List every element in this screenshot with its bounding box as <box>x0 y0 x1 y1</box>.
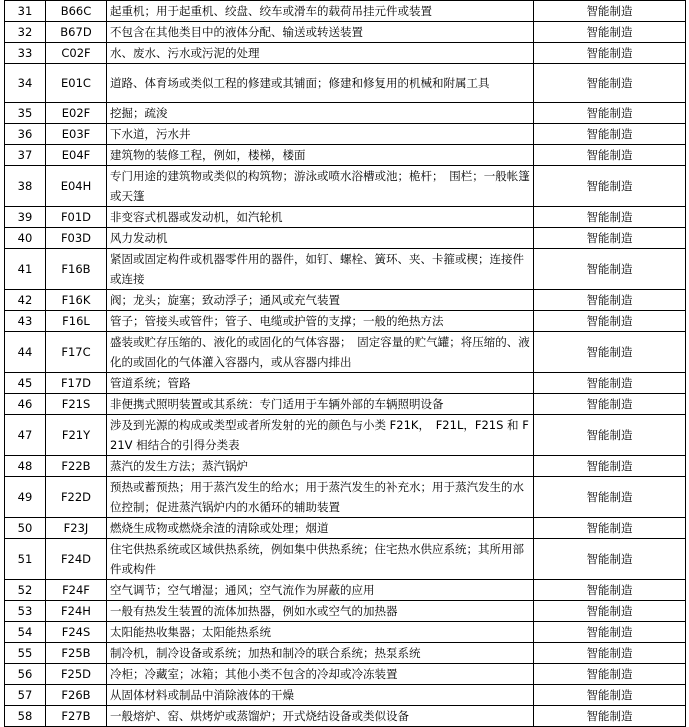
ipc-code-cell: F24H <box>46 601 107 622</box>
table-row <box>5 43 686 64</box>
ipc-code-cell: C02F <box>46 43 107 64</box>
ipc-code-cell: F26B <box>46 685 107 706</box>
category-cell: 智能制造 <box>534 228 686 249</box>
row-number-cell: 45 <box>5 373 46 394</box>
category-cell: 智能制造 <box>534 539 686 580</box>
row-number-cell: 31 <box>5 1 46 22</box>
row-number-cell: 57 <box>5 685 46 706</box>
table-row <box>5 249 686 290</box>
description-cell: 蒸汽的发生方法；蒸汽锅炉 <box>107 456 534 477</box>
table-row <box>5 477 686 518</box>
category-cell: 智能制造 <box>534 1 686 22</box>
description-cell: 管子；管接头或管件；管子、电缆或护管的支撑；一般的绝热方法 <box>107 311 534 332</box>
row-number-cell: 39 <box>5 207 46 228</box>
category-cell: 智能制造 <box>534 207 686 228</box>
category-cell: 智能制造 <box>534 643 686 664</box>
description-cell: 起重机；用于起重机、绞盘、绞车或滑车的载荷吊挂元件或装置 <box>107 1 534 22</box>
ipc-code-cell: E04F <box>46 145 107 166</box>
ipc-code-cell: E04H <box>46 166 107 207</box>
category-cell: 智能制造 <box>534 124 686 145</box>
table-row <box>5 601 686 622</box>
description-cell: 挖掘；疏浚 <box>107 103 534 124</box>
table-row <box>5 415 686 456</box>
category-cell: 智能制造 <box>534 477 686 518</box>
table-row <box>5 332 686 373</box>
ipc-code-cell: F01D <box>46 207 107 228</box>
ipc-code-cell: F16B <box>46 249 107 290</box>
row-number-cell: 53 <box>5 601 46 622</box>
ipc-code-cell: E03F <box>46 124 107 145</box>
ipc-code-cell: F24D <box>46 539 107 580</box>
row-number-cell: 32 <box>5 22 46 43</box>
category-cell: 智能制造 <box>534 373 686 394</box>
classification-table <box>4 0 686 727</box>
description-cell: 冷柜；冷藏室；冰箱；其他小类不包含的冷却或冷冻装置 <box>107 664 534 685</box>
category-cell: 智能制造 <box>534 456 686 477</box>
ipc-code-cell: F16K <box>46 290 107 311</box>
description-cell: 盛装或贮存压缩的、液化的或固化的气体容器； 固定容量的贮气罐；将压缩的、液化的或固化的气体灌入容器内，或从容器内排出 <box>107 332 534 373</box>
row-number-cell: 55 <box>5 643 46 664</box>
description-cell: 阀；龙头；旋塞；致动浮子；通风或充气装置 <box>107 290 534 311</box>
description-cell: 非变容式机器或发动机，如汽轮机 <box>107 207 534 228</box>
table-row <box>5 124 686 145</box>
description-cell: 预热或蓄预热；用于蒸汽发生的给水；用于蒸汽发生的补充水；用于蒸汽发生的水位控制；促进蒸汽锅炉内的水循环的辅助装置 <box>107 477 534 518</box>
category-cell: 智能制造 <box>534 22 686 43</box>
category-cell: 智能制造 <box>534 706 686 727</box>
description-cell: 一般有热发生装置的流体加热器，例如水或空气的加热器 <box>107 601 534 622</box>
ipc-code-cell: F21Y <box>46 415 107 456</box>
row-number-cell: 51 <box>5 539 46 580</box>
row-number-cell: 56 <box>5 664 46 685</box>
table-row <box>5 373 686 394</box>
row-number-cell: 44 <box>5 332 46 373</box>
description-cell: 太阳能热收集器；太阳能热系统 <box>107 622 534 643</box>
ipc-code-cell: B67D <box>46 22 107 43</box>
description-cell: 建筑物的装修工程，例如，楼梯，楼面 <box>107 145 534 166</box>
ipc-code-cell: F24F <box>46 580 107 601</box>
ipc-code-cell: F25D <box>46 664 107 685</box>
ipc-code-cell: E01C <box>46 64 107 103</box>
table-row <box>5 290 686 311</box>
description-cell: 制冷机，制冷设备或系统；加热和制冷的联合系统；热泵系统 <box>107 643 534 664</box>
description-cell: 空气调节；空气增湿；通风；空气流作为屏蔽的应用 <box>107 580 534 601</box>
table-row <box>5 622 686 643</box>
row-number-cell: 38 <box>5 166 46 207</box>
category-cell: 智能制造 <box>534 103 686 124</box>
description-cell: 涉及到光源的构成或类型或者所发射的光的颜色与小类 F21K， F21L，F21S 和 F21V 相结合的引得分类表 <box>107 415 534 456</box>
category-cell: 智能制造 <box>534 601 686 622</box>
row-number-cell: 47 <box>5 415 46 456</box>
row-number-cell: 42 <box>5 290 46 311</box>
description-cell: 紧固或固定构件或机器零件用的器件，如钉、螺栓、簧环、夹、卡箍或楔；连接件或连接 <box>107 249 534 290</box>
row-number-cell: 34 <box>5 64 46 103</box>
table-row <box>5 580 686 601</box>
description-cell: 专门用途的建筑物或类似的构筑物；游泳或喷水浴槽或池；桅杆； 围栏；一般帐篷或天篷 <box>107 166 534 207</box>
ipc-code-cell: F24S <box>46 622 107 643</box>
table-row <box>5 145 686 166</box>
category-cell: 智能制造 <box>534 664 686 685</box>
description-cell: 风力发动机 <box>107 228 534 249</box>
category-cell: 智能制造 <box>534 332 686 373</box>
ipc-code-cell: F27B <box>46 706 107 727</box>
ipc-code-cell: F03D <box>46 228 107 249</box>
category-cell: 智能制造 <box>534 394 686 415</box>
description-cell: 道路、体育场或类似工程的修建或其铺面；修建和修复用的机械和附属工具 <box>107 64 534 103</box>
category-cell: 智能制造 <box>534 249 686 290</box>
row-number-cell: 54 <box>5 622 46 643</box>
row-number-cell: 33 <box>5 43 46 64</box>
ipc-code-cell: F25B <box>46 643 107 664</box>
table-row <box>5 456 686 477</box>
description-cell: 下水道，污水井 <box>107 124 534 145</box>
row-number-cell: 52 <box>5 580 46 601</box>
ipc-code-cell: F23J <box>46 518 107 539</box>
table-row <box>5 539 686 580</box>
category-cell: 智能制造 <box>534 43 686 64</box>
ipc-code-cell: E02F <box>46 103 107 124</box>
category-cell: 智能制造 <box>534 64 686 103</box>
table-row <box>5 1 686 22</box>
ipc-code-cell: F17C <box>46 332 107 373</box>
description-cell: 非便携式照明装置或其系统：专门适用于车辆外部的车辆照明设备 <box>107 394 534 415</box>
table-row <box>5 103 686 124</box>
row-number-cell: 35 <box>5 103 46 124</box>
ipc-code-cell: F21S <box>46 394 107 415</box>
description-cell: 住宅供热系统或区域供热系统，例如集中供热系统；住宅热水供应系统；其所用部件或构件 <box>107 539 534 580</box>
description-cell: 管道系统；管路 <box>107 373 534 394</box>
category-cell: 智能制造 <box>534 290 686 311</box>
category-cell: 智能制造 <box>534 685 686 706</box>
category-cell: 智能制造 <box>534 166 686 207</box>
table-row <box>5 706 686 727</box>
description-cell: 从固体材料或制品中消除液体的干燥 <box>107 685 534 706</box>
row-number-cell: 37 <box>5 145 46 166</box>
table-row <box>5 22 686 43</box>
description-cell: 水、废水、污水或污泥的处理 <box>107 43 534 64</box>
ipc-code-cell: F17D <box>46 373 107 394</box>
category-cell: 智能制造 <box>534 580 686 601</box>
table-row <box>5 207 686 228</box>
row-number-cell: 36 <box>5 124 46 145</box>
ipc-code-cell: F22D <box>46 477 107 518</box>
table-row <box>5 685 686 706</box>
table-row <box>5 166 686 207</box>
table-row <box>5 664 686 685</box>
description-cell: 不包含在其他类目中的液体分配、输送或转送装置 <box>107 22 534 43</box>
table-row <box>5 394 686 415</box>
category-cell: 智能制造 <box>534 622 686 643</box>
category-cell: 智能制造 <box>534 415 686 456</box>
row-number-cell: 41 <box>5 249 46 290</box>
row-number-cell: 58 <box>5 706 46 727</box>
category-cell: 智能制造 <box>534 311 686 332</box>
description-cell: 燃烧生成物或燃烧余渣的清除或处理；烟道 <box>107 518 534 539</box>
ipc-code-cell: F22B <box>46 456 107 477</box>
table-row <box>5 64 686 103</box>
row-number-cell: 40 <box>5 228 46 249</box>
table-row <box>5 228 686 249</box>
row-number-cell: 50 <box>5 518 46 539</box>
row-number-cell: 49 <box>5 477 46 518</box>
table-row <box>5 311 686 332</box>
category-cell: 智能制造 <box>534 145 686 166</box>
category-cell: 智能制造 <box>534 518 686 539</box>
row-number-cell: 46 <box>5 394 46 415</box>
row-number-cell: 48 <box>5 456 46 477</box>
description-cell: 一般熔炉、窑、烘烤炉或蒸馏炉；开式烧结设备或类似设备 <box>107 706 534 727</box>
row-number-cell: 43 <box>5 311 46 332</box>
ipc-code-cell: F16L <box>46 311 107 332</box>
table-row <box>5 518 686 539</box>
table-row <box>5 643 686 664</box>
table-body <box>5 1 686 727</box>
ipc-code-cell: B66C <box>46 1 107 22</box>
